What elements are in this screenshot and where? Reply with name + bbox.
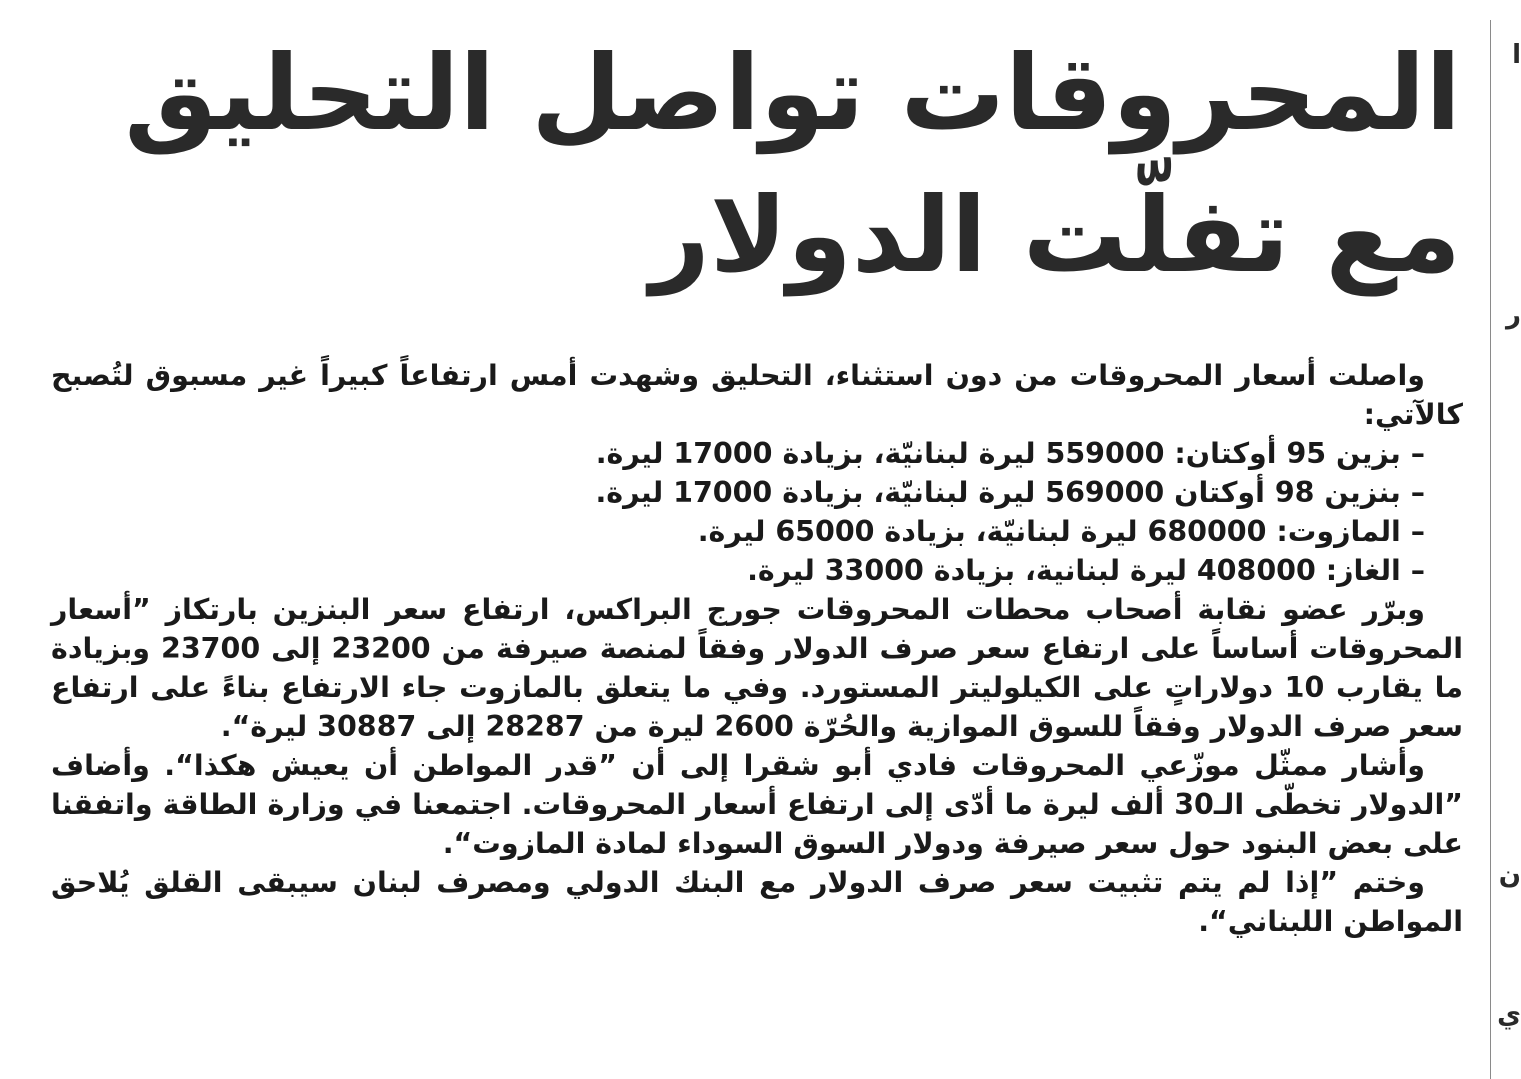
paragraph-distributors-statement: وأشار ممثّل موزّعي المحروقات فادي أبو شقرا إلى أن ”قدر المواطن أن يعيش هكذا“. وأضاف ”الدولار تخطّى الـ30 ألف ليرة ما أدّى إلى ارتفاع أسعار المحروقات. اجتمعنا في وزارة الطاقة واتفقنا على بعض البنود حول سعر صيرفة ودولار السوق السوداء لمادة المازوت“.: [51, 749, 1463, 860]
paragraph-closing-statement: وختم ”إذا لم يتم تثبيت سعر صرف الدولار مع البنك الدولي ومصرف لبنان سيبقى القلق يُلاحق المواطن اللبناني“.: [51, 866, 1463, 938]
adjacent-column-fragment: ر: [1506, 300, 1521, 330]
price-item-diesel: – المازوت: 680000 ليرة لبنانيّة، بزيادة 65000 ليرة.: [697, 515, 1425, 548]
adjacent-column-fragment: ي: [1497, 1000, 1521, 1030]
adjacent-column-fragment: ن: [1498, 860, 1521, 890]
adjacent-column-fragment: ا: [1512, 40, 1521, 70]
price-item-gas: – الغاز: 408000 ليرة لبنانية، بزيادة 33000 ليرة.: [747, 554, 1425, 587]
column-divider: [1490, 20, 1491, 1079]
article-body: [51, 356, 1463, 941]
price-item-petrol-95: – بزين 95 أوكتان: 559000 ليرة لبنانيّة، بزيادة 17000 ليرة.: [595, 437, 1425, 470]
price-item-petrol-98: – بنزين 98 أوكتان 569000 ليرة لبنانيّة، بزيادة 17000 ليرة.: [595, 476, 1425, 509]
headline-line-2: مع تفلّت الدولار: [649, 174, 1461, 296]
headline-line-1: المحروقات تواصل التحليق: [124, 32, 1461, 154]
article-headline: [124, 22, 1461, 306]
paragraph-syndicate-statement: وبرّر عضو نقابة أصحاب محطات المحروقات جورج البراكس، ارتفاع سعر البنزين بارتكاز ”أسعار المحروقات أساساً على ارتفاع سعر صرف الدولار وفقاً لمنصة صيرفة من 23200 إلى 23700 وبزيادة ما يقارب 10 دولاراتٍ على الكيلوليتر المستورد. وفي ما يتعلق بالمازوت جاء الارتفاع بناءً على ارتفاع سعر صرف الدولار وفقاً للسوق الموازية والحُرّة 2600 ليرة من 28287 إلى 30887 ليرة“.: [51, 593, 1463, 743]
intro-paragraph: واصلت أسعار المحروقات من دون استثناء، التحليق وشهدت أمس ارتفاعاً كبيراً غير مسبوق لتُصبح كالآتي:: [51, 359, 1463, 431]
